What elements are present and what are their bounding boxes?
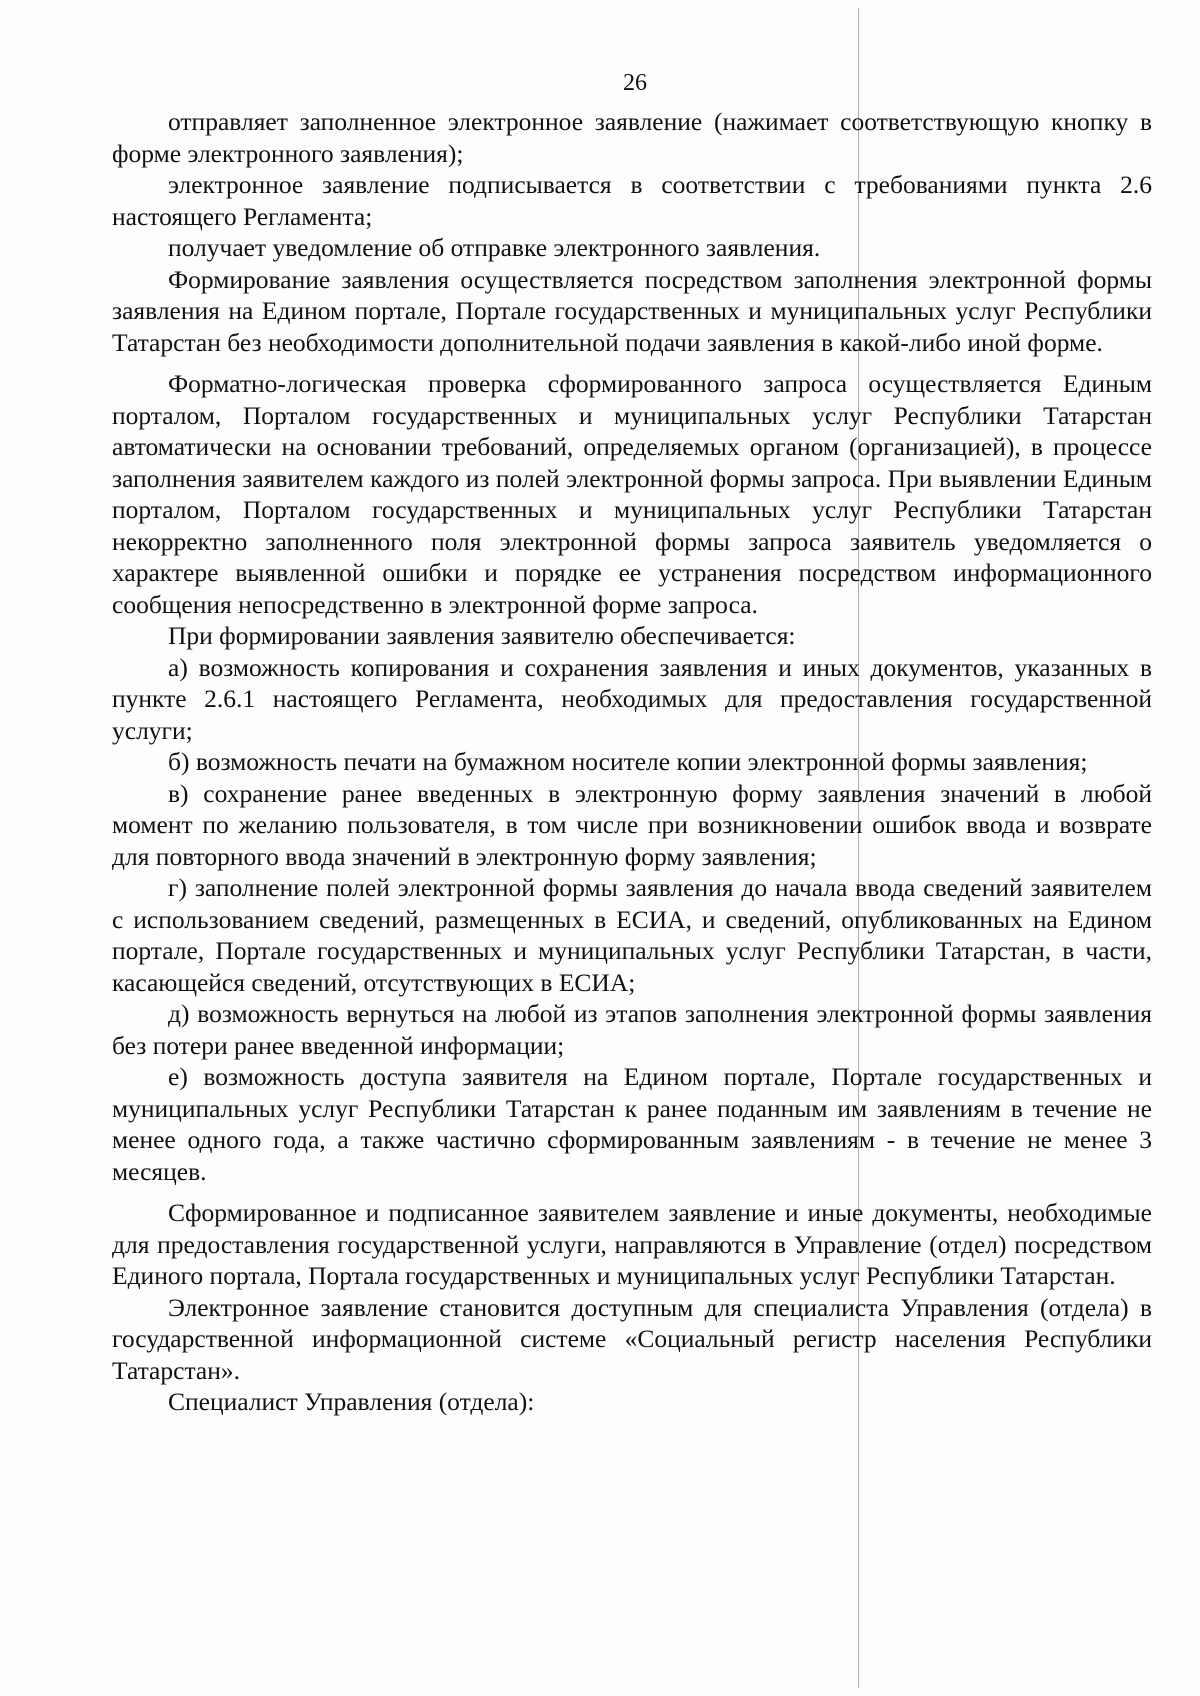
paragraph-specialist: Специалист Управления (отдела): [168, 1387, 535, 1416]
page-number: 26 [623, 70, 647, 96]
document-body [112, 106, 1152, 1418]
list-item-e: е) возможность доступа заявителя на Едином портале, Портале государственных и муниципальных услуг Республики Татарстан к ранее поданным им заявлениям в течение не менее одного года, а также частично сформированным заявлениям - в течение не менее 3 месяцев. [112, 1062, 1152, 1186]
paragraph-validation: Форматно-логическая проверка сформированного запроса осуществляется Единым порталом, Порталом государственных и муниципальных услуг Республики Татарстан автоматически на основании требований, определяемых органом (организацией), в процессе заполнения заявителем каждого из полей электронной формы запроса. При выявлении Единым порталом, Порталом государственных и муниципальных услуг Республики Татарстан некорректно заполненного поля электронной формы запроса заявитель уведомляется о характере выявленной ошибки и порядке ее устранения посредством информационного сообщения непосредственно в электронной форме запроса. [112, 369, 1152, 619]
paragraph-form-filling: Формирование заявления осуществляется посредством заполнения электронной формы заявления на Едином портале, Портале государственных и муниципальных услуг Республики Татарстан без необходимости дополнительной подачи заявления в какой-либо иной форме. [112, 264, 1152, 357]
paragraph-provided-intro: При формировании заявления заявителю обеспечивается: [168, 621, 796, 650]
paragraph-availability: Электронное заявление становится доступным для специалиста Управления (отдела) в государственной информационной системе «Социальный регистр населения Республики Татарстан». [112, 1292, 1152, 1385]
list-item-a: а) возможность копирования и сохранения заявления и иных документов, указанных в пункте 2.6.1 настоящего Регламента, необходимых для предоставления государственной услуги; [112, 652, 1152, 745]
list-item-d: д) возможность вернуться на любой из этапов заполнения электронной формы заявления без потери ранее введенной информации; [112, 999, 1152, 1060]
list-item-v: в) сохранение ранее введенных в электронную форму заявления значений в любой момент по желанию пользователя, в том числе при возникновении ошибок ввода и возврате для повторного ввода значений в электронную форму заявления; [112, 778, 1152, 871]
list-item-b: б) возможность печати на бумажном носителе копии электронной формы заявления; [168, 747, 1088, 776]
paragraph-signature: электронное заявление подписывается в соответствии с требованиями пункта 2.6 настоящего Регламента; [112, 170, 1152, 231]
paragraph-notification: получает уведомление об отправке электронного заявления. [168, 233, 821, 262]
paragraph-submit: отправляет заполненное электронное заявление (нажимает соответствующую кнопку в форме электронного заявления); [112, 107, 1152, 168]
list-item-g: г) заполнение полей электронной формы заявления до начала ввода сведений заявителем с использованием сведений, размещенных в ЕСИА, и сведений, опубликованных на Едином портале, Портале государственных и муниципальных услуг Республики Татарстан, в части, касающейся сведений, отсутствующих в ЕСИА; [112, 873, 1152, 997]
paragraph-routing: Сформированное и подписанное заявителем заявление и иные документы, необходимые для предоставления государственной услуги, направляются в Управление (отдел) посредством Единого портала, Портала государственных и муниципальных услуг Республики Татарстан. [112, 1198, 1152, 1290]
